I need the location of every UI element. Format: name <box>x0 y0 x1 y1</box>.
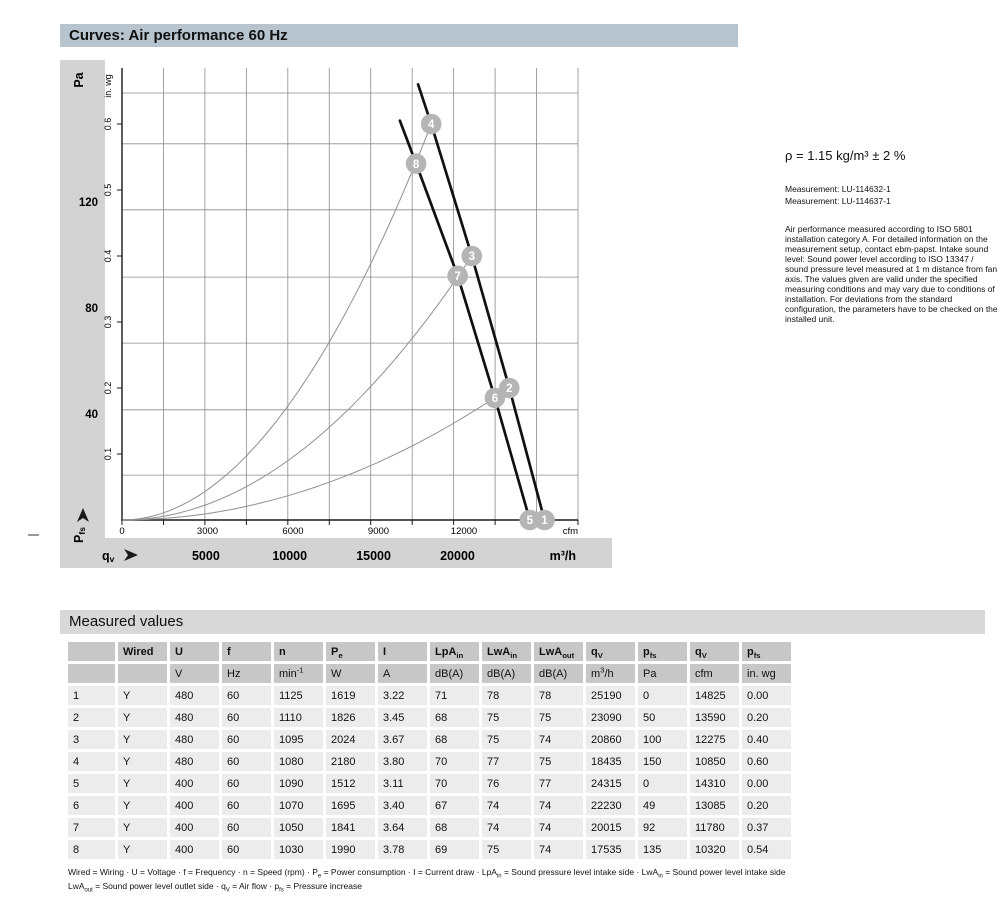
table-cell: 68 <box>430 818 479 837</box>
column-unit: dB(A) <box>534 664 583 683</box>
page-margin-mark <box>28 534 39 536</box>
column-header <box>68 642 115 661</box>
table-cell: 400 <box>170 796 219 815</box>
table-cell: 74 <box>482 796 531 815</box>
footnote-line-1: Wired = Wiring · U = Voltage · f = Frequency · n = Speed $(rpm) \cdot P_e$ = Power consumption · I = Current draw · LpA$_{in}$ = Sound pressure level intake side · LwA$_{in}$ = Sound power level intake side <box>68 867 786 880</box>
curve-point-label-7: 7 <box>454 271 461 283</box>
table-cell: 13085 <box>690 796 739 815</box>
table-cell: 74 <box>534 840 583 859</box>
table-row <box>68 818 791 837</box>
table-cell: 400 <box>170 840 219 859</box>
fan-curve-480v <box>418 84 544 520</box>
table-cell: 50 <box>638 708 687 727</box>
table-cell: 0.40 <box>742 730 791 749</box>
column-header: LpA$_{in}$ <box>430 642 479 661</box>
table-cell: 71 <box>430 686 479 705</box>
table-cell: 10320 <box>690 840 739 859</box>
column-header: LwA$_{in}$ <box>482 642 531 661</box>
table-cell: 78 <box>534 686 583 705</box>
y-axis-label-pfs: Pfs <box>72 527 87 543</box>
y-tick-label-inwg: 0.4 <box>103 249 113 263</box>
table-cell: 1030 <box>274 840 323 859</box>
column-unit: W <box>326 664 375 683</box>
table-header-row <box>68 642 791 661</box>
table-cell: 3.78 <box>378 840 427 859</box>
table-cell: 6 <box>68 796 115 815</box>
column-header: $q_V$ <box>690 642 739 661</box>
system-curve-3 <box>122 388 509 520</box>
table-cell: 1125 <box>274 686 323 705</box>
curve-point-label-3: 3 <box>468 251 476 264</box>
table-cell: 2 <box>68 708 115 727</box>
measurement-conditions-note: Air performance measured according to ISO 5801 installation category A. For detailed information on the measurement setup, contact ebm-papst. Intake sound level: Sound power level according to ISO 13347 / sound pressure level measured at 1 m distance from fan axis. The values given are valid under the specified measuring conditions and may vary due to conditions of installation. For deviations from the standard configuration, the parameters have to be checked on the installed unit. <box>785 224 998 324</box>
table-cell: 11780 <box>690 818 739 837</box>
table-cell: 60 <box>222 730 271 749</box>
x-tick-label-m3h: 10000 <box>272 549 308 563</box>
table-cell: 60 <box>222 708 271 727</box>
table-row <box>68 708 791 727</box>
table-cell: 75 <box>482 708 531 727</box>
table-cell: 1110 <box>274 708 323 727</box>
column-unit <box>118 664 167 683</box>
y-axis-band <box>60 60 105 568</box>
y-tick-label-inwg: 0.2 <box>103 381 113 395</box>
table-cell: 76 <box>482 774 531 793</box>
table-cell: 14825 <box>690 686 739 705</box>
y-axis-unit-inwg: in. wg <box>103 74 113 98</box>
curves-section-title <box>60 24 738 47</box>
table-cell: 74 <box>534 818 583 837</box>
table-cell: 480 <box>170 708 219 727</box>
table-cell: Y <box>118 752 167 771</box>
table-cell: 68 <box>430 730 479 749</box>
y-tick-label-pa: 120 <box>78 197 98 209</box>
table-cell: 135 <box>638 840 687 859</box>
x-tick-label-cfm: 12000 <box>450 526 478 537</box>
curve-point-label-5: 5 <box>526 515 534 528</box>
table-cell: 100 <box>638 730 687 749</box>
x-tick-label-cfm: 9000 <box>367 526 390 537</box>
footnote-line-2: LwA$_{out}$ = Sound power level outlet side · $q_V$ = Air flow · $p_{fs}$ = Pressure increase <box>68 880 362 894</box>
x-tick-label-cfm: 0 <box>119 526 125 537</box>
table-footnotes <box>68 866 948 893</box>
table-cell: 60 <box>222 752 271 771</box>
measurement-ref-2: Measurement: LU-114637-1 <box>785 195 891 206</box>
table-cell: 4 <box>68 752 115 771</box>
table-cell: 3.64 <box>378 818 427 837</box>
table-cell: 480 <box>170 730 219 749</box>
curve-point-label-6: 6 <box>491 393 499 406</box>
table-cell: Y <box>118 818 167 837</box>
table-cell: 3.40 <box>378 796 427 815</box>
column-header: $p_{fs}$ <box>638 642 687 661</box>
table-cell: Y <box>118 796 167 815</box>
x-tick-label-m3h: 20000 <box>440 549 475 563</box>
table-cell: 60 <box>222 774 271 793</box>
table-cell: 14310 <box>690 774 739 793</box>
table-cell: 150 <box>638 752 687 771</box>
table-cell: 0.54 <box>742 840 791 859</box>
table-cell: 1512 <box>326 774 375 793</box>
table-row <box>68 686 791 705</box>
table-cell: 13590 <box>690 708 739 727</box>
table-cell: 10850 <box>690 752 739 771</box>
column-header: I <box>378 642 427 661</box>
air-density-note: ρ = 1.15 kg/m³ ± 2 % <box>785 148 906 163</box>
table-cell: 0.20 <box>742 708 791 727</box>
measurement-ref-1: Measurement: LU-114632-1 <box>785 184 891 194</box>
column-unit: dB(A) <box>482 664 531 683</box>
curve-point-label-8: 8 <box>412 158 420 171</box>
table-cell: Y <box>118 730 167 749</box>
table-cell: 3.67 <box>378 730 427 749</box>
table-cell: 70 <box>430 774 479 793</box>
column-unit: Pa <box>638 664 687 683</box>
table-cell: 1990 <box>326 840 375 859</box>
x-axis-band <box>60 538 612 568</box>
fan-curve-400v <box>400 121 530 520</box>
table-unit-row <box>68 664 791 683</box>
table-cell: 0.00 <box>742 774 791 793</box>
measured-values-table <box>65 639 794 862</box>
table-cell: 480 <box>170 752 219 771</box>
curve-point-label-4: 4 <box>427 119 435 132</box>
x-tick-label-cfm: 3000 <box>196 526 219 537</box>
curve-point-label-1: 1 <box>541 515 548 528</box>
table-cell: 22230 <box>586 796 635 815</box>
column-unit: V <box>170 664 219 683</box>
table-cell: 2180 <box>326 752 375 771</box>
table-cell: 24315 <box>586 774 635 793</box>
y-tick-label-inwg: 0.3 <box>103 315 113 329</box>
y-tick-label-pa: 80 <box>85 303 98 315</box>
column-header: $q_V$ <box>586 642 635 661</box>
table-cell: 1070 <box>274 796 323 815</box>
y-tick-label-inwg: 0.5 <box>103 183 113 197</box>
table-cell: 20015 <box>586 818 635 837</box>
table-cell: 3.45 <box>378 708 427 727</box>
x-tick-label-m3h: 5000 <box>191 549 220 563</box>
table-cell: 77 <box>482 752 531 771</box>
chart-annotations <box>785 148 999 324</box>
table-cell: 5 <box>68 774 115 793</box>
table-cell: 78 <box>482 686 531 705</box>
measured-values-title <box>60 610 985 634</box>
column-header: $p_{fs}$ <box>742 642 791 661</box>
table-cell: 23090 <box>586 708 635 727</box>
x-tick-label-cfm: 6000 <box>282 526 304 537</box>
table-cell: 74 <box>482 818 531 837</box>
table-cell: 49 <box>638 796 687 815</box>
table-cell: 75 <box>482 730 531 749</box>
table-cell: 92 <box>638 818 687 837</box>
table-row <box>68 796 791 815</box>
column-header: f <box>222 642 271 661</box>
table-cell: 77 <box>534 774 583 793</box>
column-unit: $m^3/h$ <box>586 664 635 683</box>
table-cell: 0.60 <box>742 752 791 771</box>
y-tick-label-inwg: 0.6 <box>103 117 113 131</box>
table-cell: 0.20 <box>742 796 791 815</box>
column-header: LwA$_{out}$ <box>534 642 583 661</box>
table-cell: 2024 <box>326 730 375 749</box>
table-cell: 3.11 <box>378 774 427 793</box>
table-cell: 8 <box>68 840 115 859</box>
column-unit: in. wg <box>742 664 791 683</box>
table-cell: 74 <box>534 796 583 815</box>
y-tick-label-inwg: 0.1 <box>103 447 113 461</box>
column-unit: A <box>378 664 427 683</box>
x-axis-unit-m3h: m³/h <box>549 549 576 563</box>
x-axis-unit-cfm: cfm <box>562 526 578 537</box>
table-cell: 400 <box>170 774 219 793</box>
curve-point-label-2: 2 <box>506 383 513 396</box>
table-cell: 17535 <box>586 840 635 859</box>
table-cell: 3.80 <box>378 752 427 771</box>
table-cell: 0 <box>638 686 687 705</box>
table-cell: 75 <box>482 840 531 859</box>
table-cell: 74 <box>534 730 583 749</box>
column-unit: dB(A) <box>430 664 479 683</box>
table-cell: 60 <box>222 840 271 859</box>
table-cell: 400 <box>170 818 219 837</box>
table-cell: 60 <box>222 686 271 705</box>
table-cell: 69 <box>430 840 479 859</box>
table-cell: 75 <box>534 708 583 727</box>
table-cell: 25190 <box>586 686 635 705</box>
table-cell: 480 <box>170 686 219 705</box>
x-axis-label-qv: qv <box>102 549 115 564</box>
table-cell: 3.22 <box>378 686 427 705</box>
table-cell: 60 <box>222 818 271 837</box>
table-cell: 20860 <box>586 730 635 749</box>
table-cell: Y <box>118 708 167 727</box>
table-cell: 67 <box>430 796 479 815</box>
table-cell: 1619 <box>326 686 375 705</box>
y-axis-unit-pa: Pa <box>72 72 86 88</box>
table-cell: 68 <box>430 708 479 727</box>
column-header: $P_e$ <box>326 642 375 661</box>
table-cell: 0 <box>638 774 687 793</box>
table-cell: 70 <box>430 752 479 771</box>
table-cell: 1095 <box>274 730 323 749</box>
y-tick-label-pa: 40 <box>85 409 98 421</box>
table-cell: 75 <box>534 752 583 771</box>
table-cell: 18435 <box>586 752 635 771</box>
column-header: Wired <box>118 642 167 661</box>
table-cell: 1080 <box>274 752 323 771</box>
column-unit <box>68 664 115 683</box>
column-unit: Hz <box>222 664 271 683</box>
x-tick-label-m3h: 15000 <box>356 549 391 563</box>
table-cell: 1695 <box>326 796 375 815</box>
table-row <box>68 840 791 859</box>
measured-values-title-text: Measured values <box>69 613 184 630</box>
air-performance-chart <box>60 60 620 575</box>
table-cell: 1826 <box>326 708 375 727</box>
table-cell: Y <box>118 774 167 793</box>
column-unit: $\min^{-1}$ <box>274 664 323 683</box>
table-cell: 3 <box>68 730 115 749</box>
table-cell: 60 <box>222 796 271 815</box>
column-header: U <box>170 642 219 661</box>
system-curve-1 <box>122 124 431 520</box>
table-row <box>68 752 791 771</box>
column-header: n <box>274 642 323 661</box>
table-cell: Y <box>118 686 167 705</box>
table-cell: 1841 <box>326 818 375 837</box>
curves-section-title-text: Curves: Air performance 60 Hz <box>69 27 288 44</box>
table-cell: 0.37 <box>742 818 791 837</box>
table-cell: 7 <box>68 818 115 837</box>
table-cell: 1090 <box>274 774 323 793</box>
table-cell: 1 <box>68 686 115 705</box>
table-cell: 0.00 <box>742 686 791 705</box>
table-cell: 1050 <box>274 818 323 837</box>
table-row <box>68 730 791 749</box>
table-row <box>68 774 791 793</box>
system-curve-2 <box>122 256 472 520</box>
table-cell: Y <box>118 840 167 859</box>
column-unit: cfm <box>690 664 739 683</box>
table-cell: 12275 <box>690 730 739 749</box>
